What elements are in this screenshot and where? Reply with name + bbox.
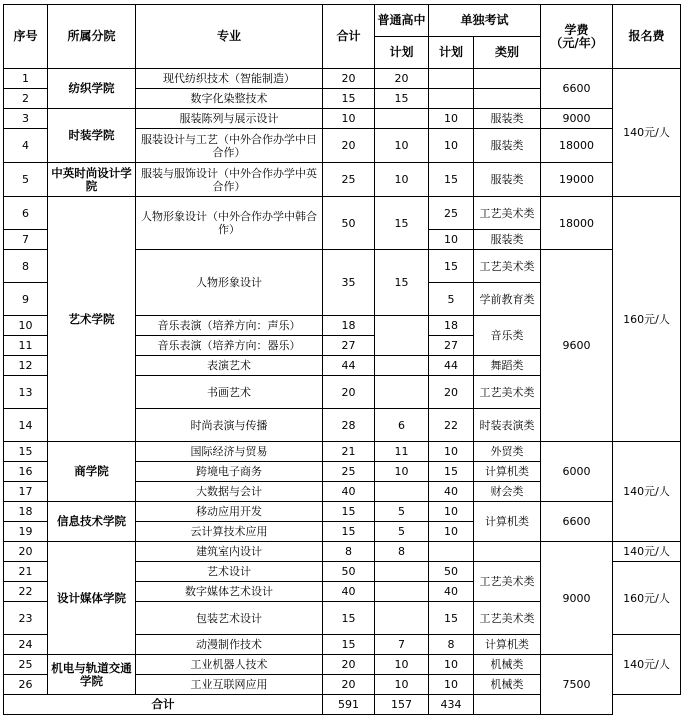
table-row <box>4 109 681 129</box>
seq-cell: 10 <box>4 316 48 336</box>
hs-cell: 11 <box>375 442 429 462</box>
major-cell: 大数据与会计 <box>136 482 323 502</box>
ind-cell: 10 <box>429 675 474 695</box>
hs-cell: 5 <box>375 502 429 522</box>
ind-cell: 15 <box>429 250 474 283</box>
hs-cell: 20 <box>375 69 429 89</box>
ind-total: 434 <box>429 695 474 715</box>
total-cell: 25 <box>323 462 375 482</box>
seq-cell: 13 <box>4 376 48 409</box>
total-cell: 50 <box>323 562 375 582</box>
total-cell: 20 <box>323 69 375 89</box>
ind-cell: 20 <box>429 376 474 409</box>
ind-cell: 10 <box>429 522 474 542</box>
total-cell: 27 <box>323 336 375 356</box>
total-cell: 25 <box>323 163 375 197</box>
category-cell: 服装类 <box>474 109 541 129</box>
table-row <box>4 542 681 562</box>
total-cell: 40 <box>323 582 375 602</box>
table-row <box>4 442 681 462</box>
category-cell: 服装类 <box>474 230 541 250</box>
table-row <box>4 69 681 89</box>
seq-cell: 15 <box>4 442 48 462</box>
header-ind-plan: 计划 <box>429 37 474 69</box>
major-cell: 跨境电子商务 <box>136 462 323 482</box>
total-cell: 20 <box>323 376 375 409</box>
seq-cell: 4 <box>4 129 48 163</box>
ind-cell: 10 <box>429 655 474 675</box>
total-cell: 15 <box>323 635 375 655</box>
seq-cell: 7 <box>4 230 48 250</box>
header-total: 合计 <box>323 5 375 69</box>
total-cell: 21 <box>323 442 375 462</box>
tuition-cell: 6600 <box>541 69 613 109</box>
major-cell: 包装艺术设计 <box>136 602 323 635</box>
total-cell: 15 <box>323 502 375 522</box>
college-cell: 机电与轨道交通学院 <box>48 655 136 695</box>
hs-cell: 7 <box>375 635 429 655</box>
category-cell: 工艺美术类 <box>474 250 541 283</box>
college-cell: 商学院 <box>48 442 136 502</box>
grand-total: 591 <box>323 695 375 715</box>
category-cell: 工艺美术类 <box>474 562 541 602</box>
category-cell: 服装类 <box>474 163 541 197</box>
total-cell: 15 <box>323 522 375 542</box>
ind-cell: 18 <box>429 316 474 336</box>
seq-cell: 22 <box>4 582 48 602</box>
header-college: 所属分院 <box>48 5 136 69</box>
category-cell: 时装表演类 <box>474 409 541 442</box>
major-cell: 服装设计与工艺（中外合作办学中日合作） <box>136 129 323 163</box>
category-cell <box>474 89 541 109</box>
table-row <box>4 655 681 675</box>
ind-cell: 10 <box>429 442 474 462</box>
total-cell: 15 <box>323 89 375 109</box>
tuition-cell: 19000 <box>541 163 613 197</box>
seq-cell: 11 <box>4 336 48 356</box>
category-cell: 服装类 <box>474 129 541 163</box>
hs-cell: 10 <box>375 675 429 695</box>
hs-cell <box>375 602 429 635</box>
total-cell: 20 <box>323 655 375 675</box>
major-cell: 国际经济与贸易 <box>136 442 323 462</box>
hs-cell: 6 <box>375 409 429 442</box>
ind-cell: 40 <box>429 582 474 602</box>
seq-cell: 6 <box>4 197 48 230</box>
ind-cell: 15 <box>429 163 474 197</box>
table-row <box>4 502 681 522</box>
ind-cell: 10 <box>429 230 474 250</box>
table-row <box>4 197 681 230</box>
hs-cell: 10 <box>375 163 429 197</box>
seq-cell: 1 <box>4 69 48 89</box>
seq-cell: 25 <box>4 655 48 675</box>
major-cell: 工业互联网应用 <box>136 675 323 695</box>
header-hs-plan: 计划 <box>375 37 429 69</box>
header-general-hs: 普通高中 <box>375 5 429 37</box>
total-label: 合计 <box>4 695 323 715</box>
ind-cell <box>429 89 474 109</box>
total-cell: 20 <box>323 675 375 695</box>
tuition-cell: 6600 <box>541 502 613 542</box>
hs-cell: 10 <box>375 129 429 163</box>
hs-cell <box>375 316 429 356</box>
hs-cell: 10 <box>375 462 429 482</box>
ind-cell: 44 <box>429 356 474 376</box>
major-cell: 工业机器人技术 <box>136 655 323 675</box>
seq-cell: 9 <box>4 283 48 316</box>
total-cell: 44 <box>323 356 375 376</box>
hs-cell: 15 <box>375 89 429 109</box>
tuition-cell: 18000 <box>541 197 613 250</box>
ind-cell: 15 <box>429 462 474 482</box>
major-cell: 艺术设计 <box>136 562 323 582</box>
hs-cell <box>375 562 429 582</box>
tuition-cell: 7500 <box>541 655 613 715</box>
seq-cell: 16 <box>4 462 48 482</box>
tuition-cell: 9600 <box>541 250 613 442</box>
ind-cell: 15 <box>429 602 474 635</box>
total-cell: 28 <box>323 409 375 442</box>
major-cell: 现代纺织技术（智能制造） <box>136 69 323 89</box>
fee-cell: 140元/人 <box>613 542 681 562</box>
seq-cell: 14 <box>4 409 48 442</box>
header-independent-exam: 单独考试 <box>429 5 541 37</box>
college-cell: 艺术学院 <box>48 197 136 442</box>
fee-cell: 160元/人 <box>613 562 681 635</box>
seq-cell: 20 <box>4 542 48 562</box>
major-cell: 人物形象设计 <box>136 250 323 316</box>
ind-cell: 8 <box>429 635 474 655</box>
hs-cell: 8 <box>375 542 429 562</box>
seq-cell: 3 <box>4 109 48 129</box>
seq-cell: 19 <box>4 522 48 542</box>
hs-cell <box>375 376 429 409</box>
college-cell: 信息技术学院 <box>48 502 136 542</box>
total-cell: 50 <box>323 197 375 250</box>
admission-plan-table <box>3 4 681 715</box>
ind-cell <box>429 542 474 562</box>
total-cell: 40 <box>323 482 375 502</box>
category-cell: 财会类 <box>474 482 541 502</box>
seq-cell: 24 <box>4 635 48 655</box>
hs-cell <box>375 582 429 602</box>
hs-cell <box>375 482 429 502</box>
seq-cell: 5 <box>4 163 48 197</box>
tuition-cell: 9000 <box>541 542 613 655</box>
ind-cell: 10 <box>429 129 474 163</box>
tuition-cell: 18000 <box>541 129 613 163</box>
header-major: 专业 <box>136 5 323 69</box>
category-cell: 计算机类 <box>474 462 541 482</box>
major-cell: 书画艺术 <box>136 376 323 409</box>
seq-cell: 21 <box>4 562 48 582</box>
category-cell: 舞蹈类 <box>474 356 541 376</box>
ind-cell: 50 <box>429 562 474 582</box>
ind-cell: 40 <box>429 482 474 502</box>
category-cell: 机械类 <box>474 675 541 695</box>
category-cell: 工艺美术类 <box>474 602 541 635</box>
category-cell: 外贸类 <box>474 442 541 462</box>
category-empty <box>474 695 541 715</box>
major-cell: 数字媒体艺术设计 <box>136 582 323 602</box>
header-category: 类别 <box>474 37 541 69</box>
total-cell: 8 <box>323 542 375 562</box>
seq-cell: 18 <box>4 502 48 522</box>
ind-cell: 10 <box>429 502 474 522</box>
ind-cell: 22 <box>429 409 474 442</box>
hs-total: 157 <box>375 695 429 715</box>
major-cell: 服装陈列与展示设计 <box>136 109 323 129</box>
major-cell: 移动应用开发 <box>136 502 323 522</box>
total-cell: 20 <box>323 129 375 163</box>
tuition-cell: 6000 <box>541 442 613 502</box>
seq-cell: 2 <box>4 89 48 109</box>
seq-cell: 8 <box>4 250 48 283</box>
major-cell: 音乐表演（培养方向：声乐） <box>136 316 323 336</box>
category-cell: 工艺美术类 <box>474 376 541 409</box>
header-fee: 报名费 <box>613 5 681 69</box>
ind-cell <box>429 69 474 89</box>
total-cell: 10 <box>323 109 375 129</box>
header-seq: 序号 <box>4 5 48 69</box>
category-cell: 学前教育类 <box>474 283 541 316</box>
seq-cell: 17 <box>4 482 48 502</box>
category-cell: 计算机类 <box>474 635 541 655</box>
major-cell: 时尚表演与传播 <box>136 409 323 442</box>
major-cell: 服装与服饰设计（中外合作办学中英合作） <box>136 163 323 197</box>
total-cell: 15 <box>323 602 375 635</box>
category-cell: 工艺美术类 <box>474 197 541 230</box>
major-cell: 音乐表演（培养方向：器乐） <box>136 336 323 356</box>
table-row <box>4 163 681 197</box>
category-cell <box>474 542 541 562</box>
major-cell: 表演艺术 <box>136 356 323 376</box>
major-cell: 云计算技术应用 <box>136 522 323 542</box>
fee-cell: 140元/人 <box>613 69 681 197</box>
hs-cell <box>375 109 429 129</box>
fee-cell: 140元/人 <box>613 635 681 695</box>
seq-cell: 23 <box>4 602 48 635</box>
fee-cell: 160元/人 <box>613 197 681 442</box>
category-cell: 音乐类 <box>474 316 541 356</box>
college-cell: 时装学院 <box>48 109 136 163</box>
fee-cell: 140元/人 <box>613 442 681 542</box>
hs-cell: 15 <box>375 197 429 250</box>
tuition-cell: 9000 <box>541 109 613 129</box>
hs-cell: 15 <box>375 250 429 316</box>
ind-cell: 25 <box>429 197 474 230</box>
major-cell: 动漫制作技术 <box>136 635 323 655</box>
college-cell: 中英时尚设计学院 <box>48 163 136 197</box>
ind-cell: 27 <box>429 336 474 356</box>
major-cell: 建筑室内设计 <box>136 542 323 562</box>
header-row <box>4 5 681 37</box>
seq-cell: 26 <box>4 675 48 695</box>
category-cell: 机械类 <box>474 655 541 675</box>
header-tuition: 学费 （元/年） <box>541 5 613 69</box>
hs-cell <box>375 356 429 376</box>
total-cell: 18 <box>323 316 375 336</box>
ind-cell: 10 <box>429 109 474 129</box>
category-cell <box>474 69 541 89</box>
ind-cell: 5 <box>429 283 474 316</box>
college-cell: 纺织学院 <box>48 69 136 109</box>
hs-cell: 5 <box>375 522 429 542</box>
college-cell: 设计媒体学院 <box>48 542 136 655</box>
total-cell: 35 <box>323 250 375 316</box>
major-cell: 人物形象设计（中外合作办学中韩合作） <box>136 197 323 250</box>
hs-cell: 10 <box>375 655 429 675</box>
seq-cell: 12 <box>4 356 48 376</box>
category-cell: 计算机类 <box>474 502 541 542</box>
major-cell: 数字化染整技术 <box>136 89 323 109</box>
